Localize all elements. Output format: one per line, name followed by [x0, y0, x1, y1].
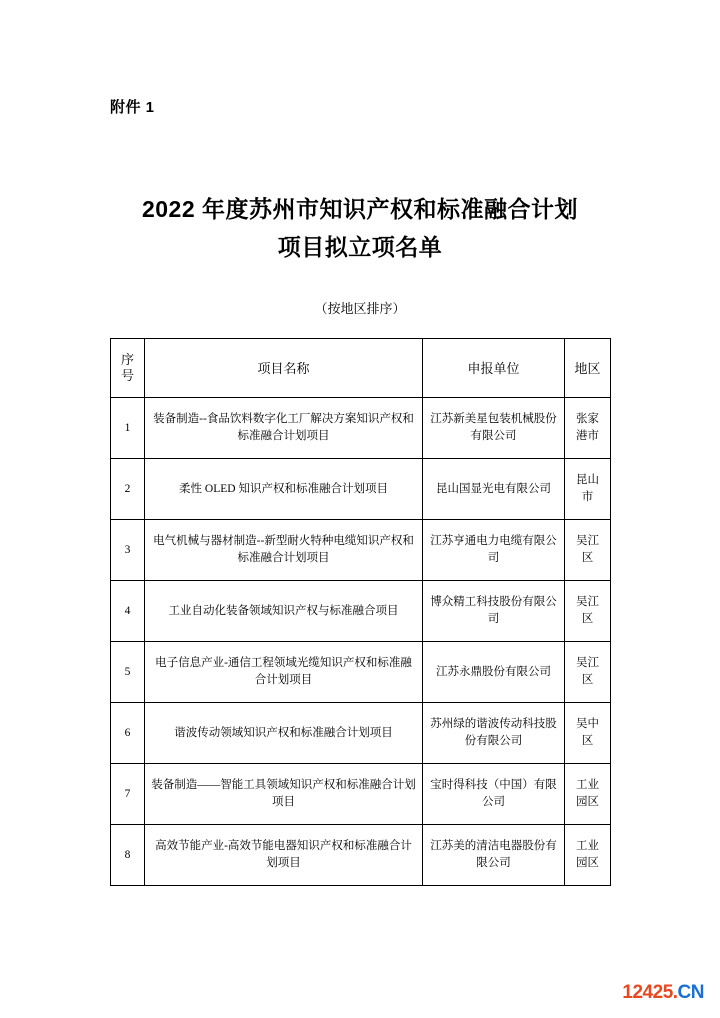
cell-sequence: 8 [111, 825, 145, 886]
cell-project-name: 装备制造——智能工具领域知识产权和标准融合计划项目 [145, 764, 423, 825]
watermark-dot: . [672, 982, 678, 1003]
table-row [111, 703, 611, 764]
column-header-applicant-unit: 申报单位 [423, 339, 565, 398]
cell-project-name: 电子信息产业-通信工程领域光缆知识产权和标准融合计划项目 [145, 642, 423, 703]
cell-applicant-unit: 江苏新美星包装机械股份有限公司 [423, 398, 565, 459]
watermark [622, 982, 704, 1004]
cell-sequence: 4 [111, 581, 145, 642]
table-row [111, 459, 611, 520]
cell-area: 吴江区 [565, 581, 611, 642]
page-subtitle: （按地区排序） [314, 301, 406, 316]
cell-area: 吴江区 [565, 520, 611, 581]
cell-area: 吴中区 [565, 703, 611, 764]
table-header-row [111, 339, 611, 398]
cell-area: 吴江区 [565, 642, 611, 703]
table-row [111, 398, 611, 459]
cell-sequence: 1 [111, 398, 145, 459]
cell-area: 张家港市 [565, 398, 611, 459]
cell-area: 工业园区 [565, 764, 611, 825]
column-header-sequence-line-1: 序 [120, 352, 134, 367]
table-row [111, 581, 611, 642]
cell-sequence: 7 [111, 764, 145, 825]
cell-applicant-unit: 博众精工科技股份有限公司 [423, 581, 565, 642]
watermark-suffix: CN [677, 982, 704, 1003]
cell-sequence: 5 [111, 642, 145, 703]
cell-project-name: 谐波传动领域知识产权和标准融合计划项目 [145, 703, 423, 764]
column-header-area: 地区 [565, 339, 611, 398]
page-title-line-2: 项目拟立项名单 [277, 234, 443, 260]
table-row [111, 642, 611, 703]
project-list-table [110, 338, 611, 886]
cell-sequence: 6 [111, 703, 145, 764]
cell-project-name: 高效节能产业-高效节能电器知识产权和标准融合计划项目 [145, 825, 423, 886]
column-header-project-name: 项目名称 [145, 339, 423, 398]
table-row [111, 764, 611, 825]
cell-applicant-unit: 苏州绿的谐波传动科技股份有限公司 [423, 703, 565, 764]
cell-sequence: 2 [111, 459, 145, 520]
cell-applicant-unit: 昆山国显光电有限公司 [423, 459, 565, 520]
cell-project-name: 装备制造--食品饮料数字化工厂解决方案知识产权和标准融合计划项目 [145, 398, 423, 459]
table-row [111, 520, 611, 581]
cell-project-name: 工业自动化装备领域知识产权与标准融合项目 [145, 581, 423, 642]
cell-project-name: 柔性 OLED 知识产权和标准融合计划项目 [145, 459, 423, 520]
page-title-line-1: 2022 年度苏州市知识产权和标准融合计划 [141, 196, 579, 222]
cell-applicant-unit: 江苏永鼎股份有限公司 [423, 642, 565, 703]
cell-area: 昆山市 [565, 459, 611, 520]
attachment-label: 附件 1 [110, 99, 155, 116]
cell-applicant-unit: 宝时得科技（中国）有限公司 [423, 764, 565, 825]
page-title [0, 190, 720, 266]
cell-applicant-unit: 江苏亨通电力电缆有限公司 [423, 520, 565, 581]
cell-sequence: 3 [111, 520, 145, 581]
column-header-sequence-line-2: 号 [120, 368, 134, 383]
cell-applicant-unit: 江苏美的清洁电器股份有限公司 [423, 825, 565, 886]
column-header-sequence [111, 339, 145, 398]
cell-area: 工业园区 [565, 825, 611, 886]
cell-project-name: 电气机械与器材制造--新型耐火特种电缆知识产权和标准融合计划项目 [145, 520, 423, 581]
table-body [111, 398, 611, 886]
table-row [111, 825, 611, 886]
watermark-number: 12425 [622, 982, 673, 1003]
